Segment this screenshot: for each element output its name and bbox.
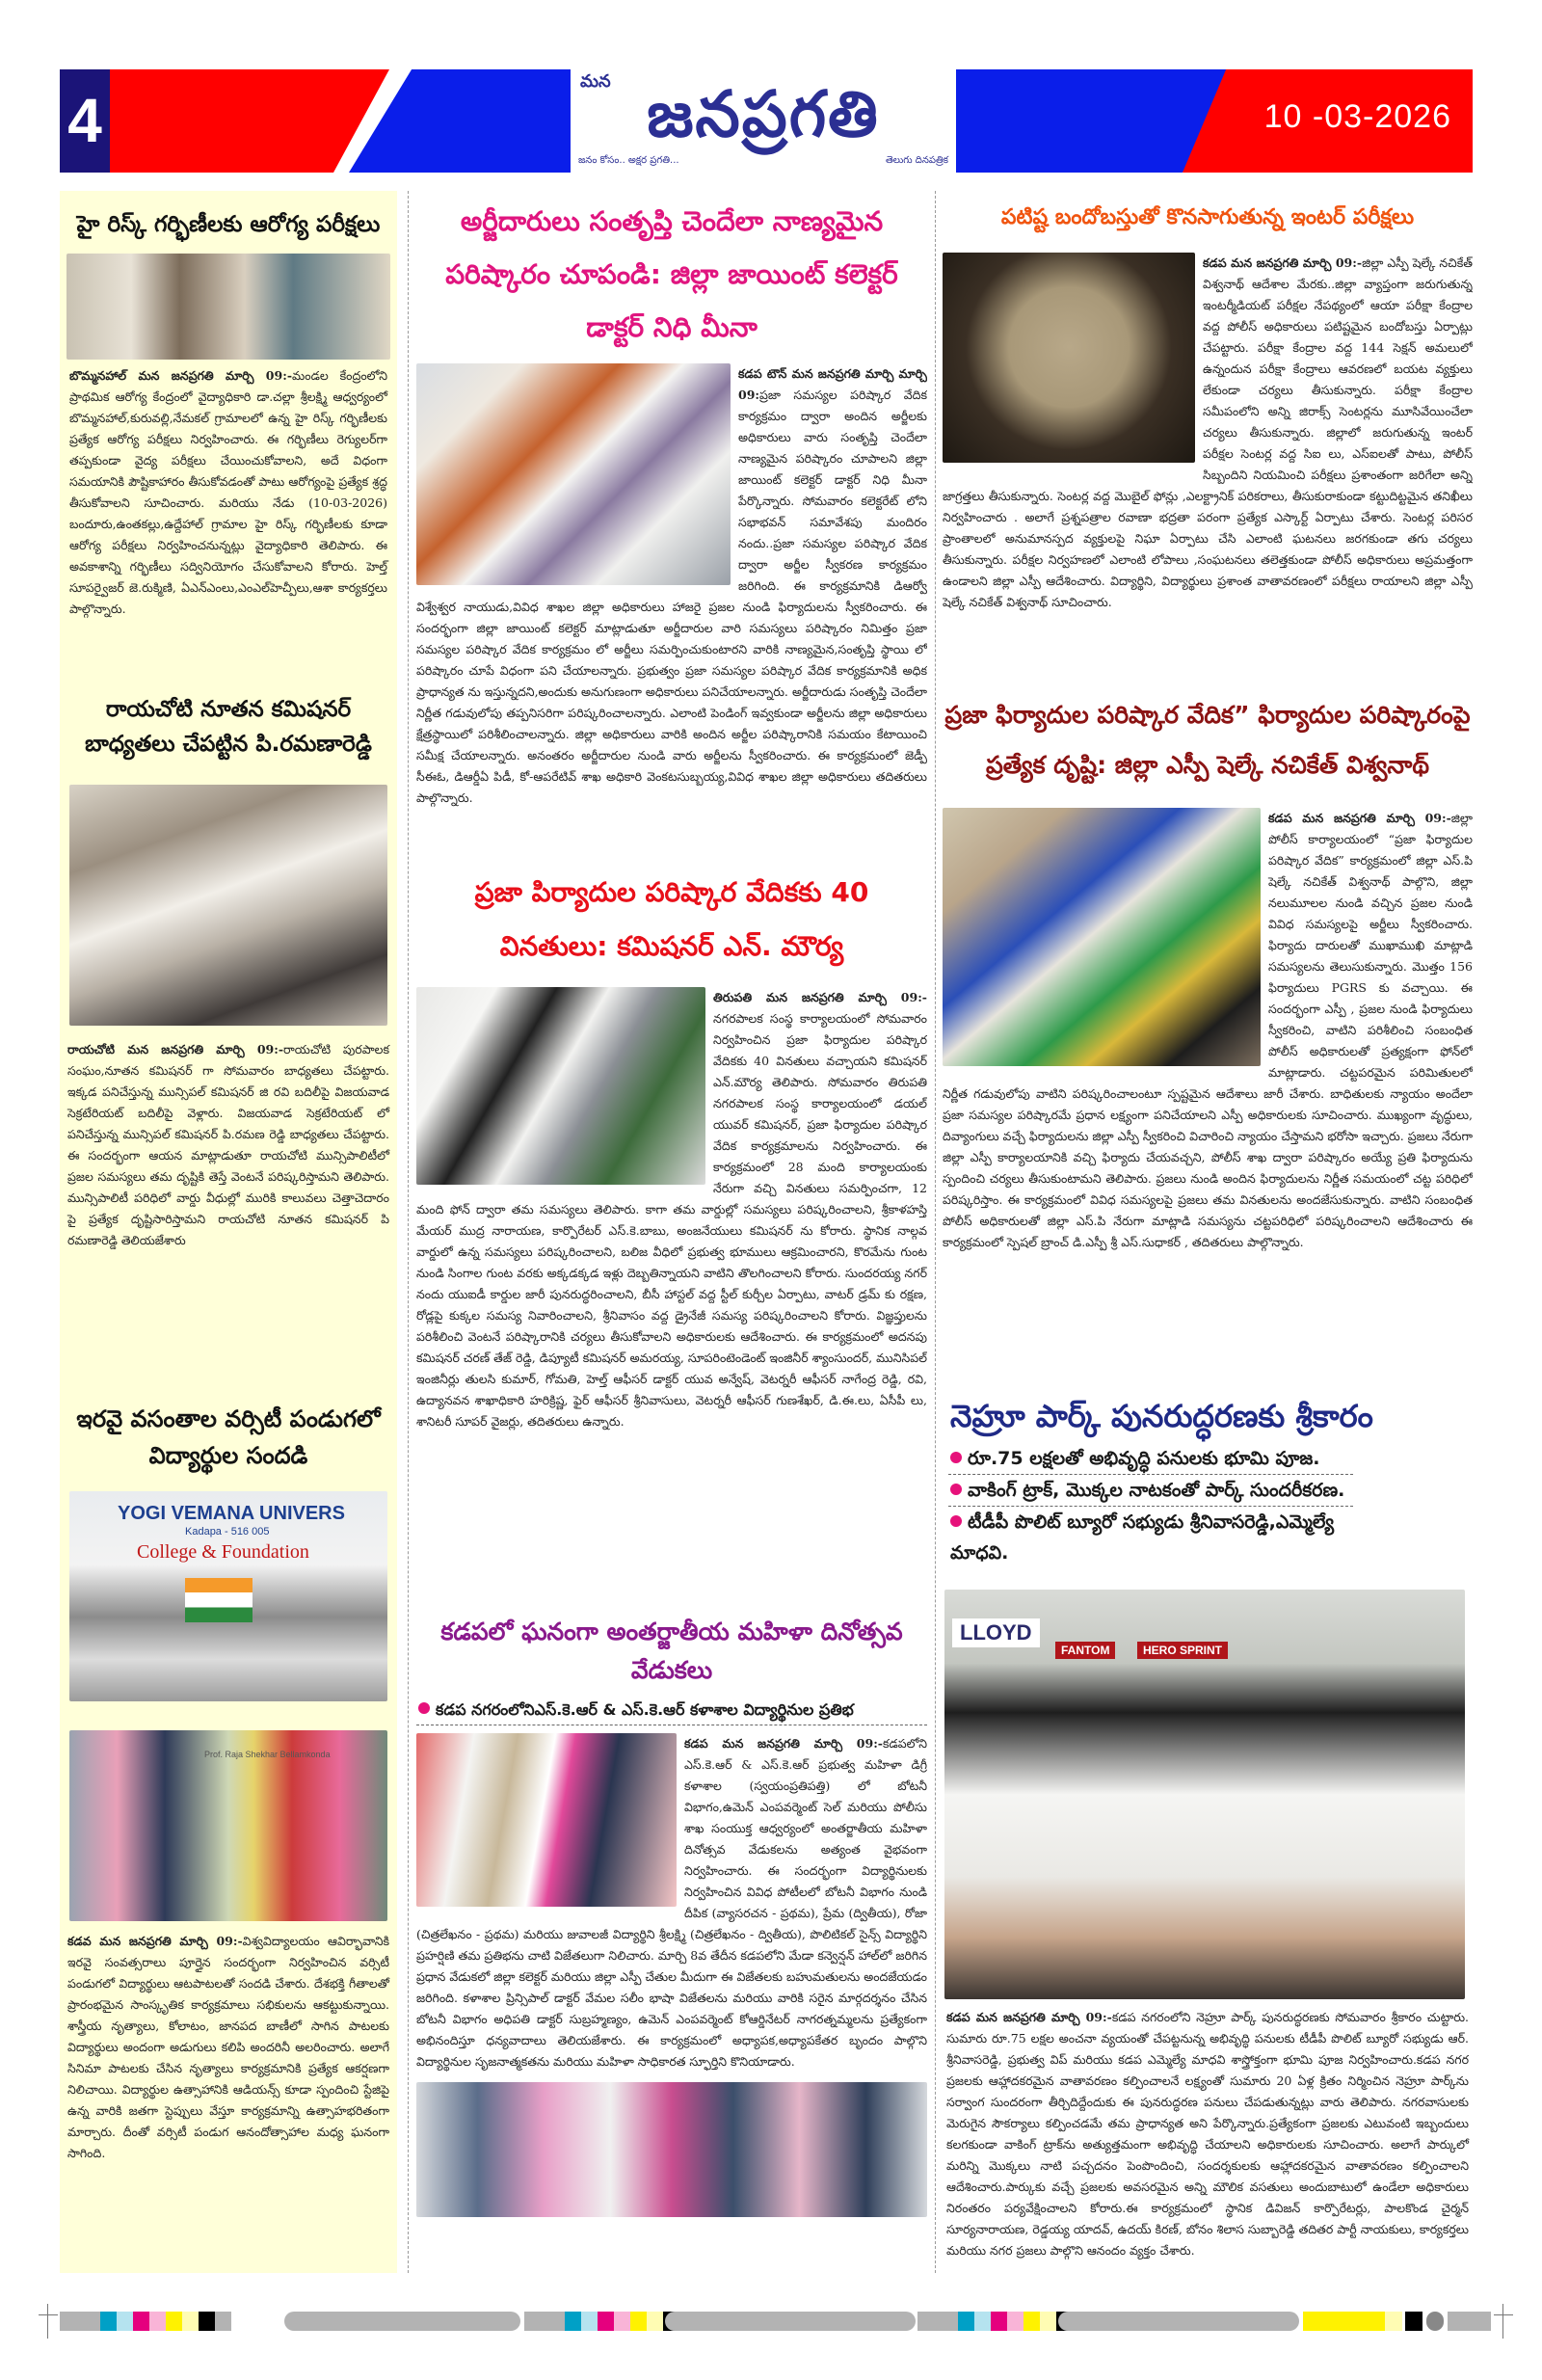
health-checkup-photo (66, 254, 390, 360)
article-body: కడప టౌన్ మన జనప్రగతి మార్చి మార్చి 09:ప్రజా సమస్యల పరిష్కార వేదిక కార్యక్రమం ద్వారా అందిన అర్జీలకు అధికారులు వారు సంతృప్తి చెందేలా నాణ్యమైన పరిష్కారం చూపాలని జిల్లా జాయింట్ కలెక్టర్ డాక్టర్ నిధి మీనా పేర్కొన్నారు. సోమవారం కలెక్టరేట్ లోని సభాభవన్ సమావేశపు మందిరం నందు..ప్రజా సమస్యల పరిష్కార వేదిక ద్వారా అర్జీల స్వీకరణ కార్యక్రమం జరిగింది. ఈ కార్యక్రమానికి డిఆర్వో విశ్వేశ్వర నాయుడు,వివిధ శాఖల జిల్లా అధికారులు హాజరై ప్రజల నుండి ఫిర్యాదులను స్వీకరించారు. ఈ సందర్భంగా జిల్లా జాయింట్ కలెక్టర్ మాట్లాడుతూ అర్జీదారుల వారి సమస్యలు పరిష్కారం నిమిత్తం ప్రజా సమస్యల పరిష్కార వేదిక కార్యక్రమం లో అర్జీలు సమర్పించుకుంటారని వారికి నాణ్యమైన,సంతృప్తి స్థాయి లో పరిష్కారం చూపే విధంగా పని చేయాలన్నారు. ప్రభుత్వం ప్రజా సమస్యల పరిష్కార వేదిక కార్యక్రమానికి అధిక ప్రాధాన్యత ను ఇస్తున్నదని,అందుకు అనుగుణంగా అధికారులు పనిచేయాలన్నారు. అర్జీదారుడు సంతృప్తి చెందేలా నిర్ణీత గడువులోపు తప్పనిసరిగా పరిష్కరించాలన్నారు. ఎలాంటి పెండింగ్ ఇవ్వకుండా అర్జీలను జిల్లా అధికారులు క్షేత్రస్థాయిలో పరిశీలించాలన్నారు. జిల్లా అధికారులు వారికి అందిన అర్జీల పరిష్కారానికి సమయం కేటాయించి సమీక్ష చేయాలన్నారు. అనంతరం అర్జీదారుల నుండి వారు అర్జీలను స్వీకరించారు. ఈ కార్యక్రమంలో జెడ్పీ సీఈఓ, డిఆర్డీఏ పిడీ, కో-ఆపరేటివ్ శాఖ అధికారి వెంకటసుబ్బయ్య,వివిధ శాఖల జిల్లా అధికారులు తదితరులు పాల్గొన్నారు. (416, 363, 927, 809)
color-swatch (991, 2312, 1007, 2331)
dateline: తిరుపతి మన జనప్రగతి మార్చి 09:- (713, 990, 927, 1004)
article-body: కడప మన జనప్రగతి మార్చి 09:-జిల్లా పోలీస్ కార్యాలయంలో “ప్రజా ఫిర్యాదుల పరిష్కార వేదిక” కార్యక్రమంలో జిల్లా ఎస్.పి షెల్కే నచికేత్ విశ్వనాథ్ పాల్గొని, జిల్లా నలుమూలల నుండి వచ్చిన ప్రజల నుండి వివిధ సమస్యలపై అర్జీలు స్వీకరించారు. ఫిర్యాదు దారులతో ముఖాముఖి మాట్లాడి సమస్యలను తెలుసుకున్నారు. మొత్తం 156 ఫిర్యాదులు PGRS కు వచ్చాయి. ఈ సందర్భంగా ఎస్పీ , ప్రజల నుండి ఫిర్యాదులు స్వీకరించి, వాటిని పరిశీలించి సంబంధిత పోలీస్ అధికారులతో ప్రత్యక్షంగా ఫోన్‌లో మాట్లాడారు. చట్టపరమైన పరిమితులలో నిర్ణీత గడువులోపు వాటిని పరిష్కరించాలంటూ స్పష్టమైన ఆదేశాలు జారీ చేశారు. బాధితులకు న్యాయం అందేలా ప్రజా సమస్యల పరిష్కారమే ప్రధాన లక్ష్యంగా పనిచేయాలని ఎస్పీ అధికారులకు సూచించారు. ముఖ్యంగా వృద్ధులు, దివ్యాంగులు వచ్చే ఫిర్యాదులను జిల్లా ఎస్పీ స్వీకరించి విచారించి న్యాయం చేస్తామని భరోసా ఇచ్చారు. ప్రజలు నేరుగా జిల్లా ఎస్పీ కార్యాలయానికి వచ్చి ఫిర్యాదు చేయవచ్చని, పోలీస్ శాఖ ద్వారా పరిష్కారం అయ్యే ప్రతి ఫిర్యాదును స్పందించి చర్యలు తీసుకుంటామని తెలిపారు. ప్రజలు నుండి అందిన ఫిర్యాదులను నిర్ణీత సమయంలో చట్ట పరిధిలో పరిష్కరిస్తాం. ఈ కార్యక్రమంలో వివిధ సమస్యలపై ప్రజలు తమ వినతులను అందజేసుకున్నారు. వాటిని సంబంధిత పోలీస్ అధికారులతో జిల్లా ఎస్.పి నేరుగా మాట్లాడి సమస్యను చట్టపరిధిలో పరిష్కరించాలని ఆదేశించారు ఈ కార్యక్రమంలో స్పెషల్ బ్రాంచ్ డి.ఎస్పీ శ్రీ ఎస్.సుధాకర్ , తదితరులు పాల్గొన్నారు. (943, 808, 1473, 1253)
dateline: కడప టౌన్ మన జనప్రగతి మార్చి మార్చి 09: (738, 366, 927, 402)
gray-swatch (1448, 2312, 1491, 2331)
womens-day-prize-photo (416, 1733, 677, 1907)
gray-density-strip (665, 2312, 916, 2331)
light-yellow-swatch (1385, 2312, 1402, 2331)
color-swatch (614, 2312, 630, 2331)
article-body: కడవ మన జనప్రగతి మార్చి 09:-విశ్వవిద్యాలయం ఆవిర్భావానికి ఇరవై సంవత్సరాలు పూర్తైన సందర్భంగా నిర్వహించిన వర్సిటీ పండుగలో విద్యార్థులు ఆటపాటలతో సందడి చేశారు. దేశభక్తి గీతాలతో ప్రారంభమైన సాంస్కృతిక కార్యక్రమాలు సభికులను ఆకట్టుకున్నాయి. శాస్త్రీయ నృత్యాలు, కోలాటం, జానపద బాణీలో సాగిన పాటలకు విద్యార్థులు అందంగా అడుగులు కలిపి అందరినీ అలరించారు. అలాగే సినిమా పాటలకు చేసిన నృత్యాలు కార్యక్రమానికి ప్రత్యేక ఆకర్షణగా నిలిచాయి. విద్యార్థుల ఉత్సాహానికి ఆడియన్స్ కూడా స్పందించి స్టేజిపై ఉన్న వారికి జతగా స్టెప్పులు వేస్తూ కార్యక్రమాన్ని ఉత్సాహభరితంగా మార్చారు. దీంతో వర్సిటీ పండుగ ఆనందోత్సాహాల మధ్య ఘనంగా సాగింది. (67, 1934, 389, 2160)
logo-prefix: మన (580, 71, 611, 92)
print-registration-bar (39, 2312, 1513, 2331)
newspaper-logo (571, 69, 956, 173)
column-divider (935, 191, 936, 2273)
headline: పటిష్ట బందోబస్తుతో కొనసాగుతున్న ఇంటర్ పరీక్షలు (1000, 205, 1415, 229)
article-high-risk-pregnancy (60, 191, 397, 620)
color-swatch (166, 2312, 182, 2331)
article-body: కడప మన జనప్రగతి మార్చి 09:-జిల్లా ఎస్పీ షెల్కే నచికేత్ విశ్వనాథ్ ఆదేశాల మేరకు..జిల్లా వ్యాప్తంగా జరుగుతున్న ఇంటర్మీడియట్ పరీక్షల నేపథ్యంలో ఆయా పరీక్షా కేంద్రాల వద్ద పోలీస్ అధికారులు పటిష్టమైన బందోబస్తు ఏర్పాట్లు చేపట్టారు. పరీక్షా కేంద్రాల వద్ద 144 సెక్షన్ అమలులో ఉన్నందున పరీక్షా కేంద్రాలు ఆవరణలో బయట వ్యక్తులు లేకుండా చర్యలు తీసుకున్నారు. పరీక్షా కేంద్రాల సమీపంలోని అన్ని జిరాక్స్ సెంటర్లను మూసివేయించేలా చర్యలు తీసుకున్నారు. జిల్లాలో జరుగుతున్న ఇంటర్ పరీక్షల సెంటర్ల వద్ద సిఐ లు, ఎస్ఐలతో పాటు, పోలీస్ సిబ్బందిని నియమించి పరీక్షలు ప్రశాంతంగా జరిగేలా అన్ని జాగ్రత్తలు తీసుకున్నారు. సెంటర్ల వద్ద మొబైల్ ఫోన్లు ,ఎలక్ట్రానిక్ పరికరాలు, తీసుకురాకుండా కట్టుదిట్టమైన తనిఖీలు నిర్వహించారు . అలాగే ప్రశ్నపత్రాల రవాణా భద్రతా పరంగా ప్రత్యేక ఎస్కార్ట్ ఏర్పాటు చేశారు. సెంటర్ల పరిసర ప్రాంతాలలో అనుమానస్పద వ్యక్తులపై నిఘా ఏర్పాటు చేసి ఎలాంటి ఘటనలు జరగకుండా తగు చర్యలు తీసుకున్నారు. పరీక్షల నిర్వహణలో ఎలాంటి లోపాలు ,సంఘటనలు తలెత్తకుండా పోలీస్ అధికారులు అప్రమత్తంగా ఉండాలని జిల్లా ఎస్పీ ఆదేశించారు. విద్యార్థిని, విద్యార్థులు ప్రశాంత వాతావరణంలో పరీక్షలు రాయాలని జిల్లా ఎస్పీ షెల్కే నచికేత్ విశ్వనాథ్ సూచించారు. (943, 253, 1473, 613)
color-swatch (647, 2312, 663, 2331)
dateline: కడప మన జనప్రగతి మార్చి 09:- (1203, 255, 1363, 270)
color-swatch (524, 2312, 565, 2331)
color-swatch (581, 2312, 598, 2331)
article-body: తిరుపతి మన జనప్రగతి మార్చి 09:-నగరపాలక సంస్థ కార్యాలయంలో సోమవారం నిర్వహించిన ప్రజా ఫిర్యాదుల పరిష్కార వేదికకు 40 వినతులు వచ్చాయని కమిషనర్ ఎన్.మౌర్య తెలిపారు. సోమవారం తిరుపతి నగరపాలక సంస్థ కార్యాలయంలో డయల్ యువర్ కమిషనర్, ప్రజా ఫిర్యాదుల పరిష్కార వేదిక కార్యక్రమాలను నిర్వహించారు. ఈ కార్యక్రమంలో 28 మంది కార్యాలయంకు నేరుగా వచ్చి వినతులు సమర్పించగా, 12 మంది ఫోన్ ద్వారా తమ సమస్యలు తెలిపారు. కాగా తమ వార్డుల్లో సమస్యలు పరిష్కరించాలని, శ్రీకాళహస్తి మేయర్ ముద్ర నారాయణ, కార్పొరేటర్ ఎస్.కె.బాబు, అంజనేయులు కమిషనర్ ను కోరారు. స్థానిక నాల్గవ వార్డులో ఉన్న సమస్యలు పరిష్కరించాలని, బలిజ వీధిలో ప్రభుత్వ భూములు ఆక్రమించారని, కొరమేను గుంట నుండి సింగాల గుంట వరకు అక్కడక్కడ ఇళ్లు దెబ్బతిన్నాయని వాటిని తొలగించాలని కోరారు. సుందరయ్య నగర్ నందు యుఐడీ కార్డుల జారీ పునరుద్ధరించాలని, బీసీ హాస్టల్ వద్ద స్టీల్ కుర్చీల ఏర్పాటు, వాటర్ డ్రమ్ కు రక్షణ, రోడ్లపై కుక్కల సమస్య నివారించాలని, శ్రీనివాసం వద్ద డ్రైనేజీ సమస్య పరిష్కరించాలని కోరారు. విజ్ఞప్తులను పరిశీలించి వెంటనే పరిష్కారానికి చర్యలు తీసుకోవాలని అధికారులకు ఆదేశించారు. ఈ కార్యక్రమంలో అదనపు కమిషనర్ చరణ్ తేజ్ రెడ్డి, డిప్యూటీ కమిషనర్ అమరయ్య, సూపరింటెండెంట్ ఇంజినీర్ శ్యాంసుందర్, మునిసిపల్ ఇంజినీర్లు తులసి కుమార్, గోమతి, హెల్త్ ఆఫీసర్ డాక్టర్ యువ అన్వేష్, వెటర్నరీ ఆఫీసర్ నాగేంద్ర రెడ్డి, రవి, ఉద్యానవన శాఖాధికారి హరిక్రిష్ణ, ఫైర్ ఆఫీసర్ శ్రీనివాసులు, వెటర్నరీ ఆఫీసర్ గుణశేఖర్, డి.ఈ.లు, ఏసీపీ లు, శానిటరీ సూపర్ వైజర్లు, తదితరులు ఉన్నారు. (416, 987, 927, 1432)
headline: ఇరవై వసంతాల వర్సిటీ పండుగలో విద్యార్థుల సందడి (76, 1405, 381, 1469)
dateline: బొమ్మనహాల్ మన జనప్రగతి మార్చి 09:- (69, 368, 293, 384)
highlight-item: రూ.75 లక్షలతో అభివృద్ధి పనులకు భూమి పూజ. (948, 1443, 1353, 1475)
article-inter-exams-security (943, 191, 1473, 613)
photo-sign-text: College & Foundation (137, 1541, 309, 1563)
article-tirupati-grievance (416, 866, 927, 1432)
masthead (60, 69, 1473, 173)
color-swatch (182, 2312, 199, 2331)
headline: రాయచోటి నూతన కమిషనర్ బాధ్యతలు చేపట్టిన పి.రమణారెడ్డి (85, 697, 372, 757)
color-swatch (100, 2312, 117, 2331)
logo-tagline: జనం కోసం.. అక్షర ప్రగతి... (578, 155, 679, 166)
black-swatch (1405, 2312, 1422, 2331)
logo-subtitle: తెలుగు దినపత్రిక (885, 155, 948, 166)
article-body: రాయచోటి మన జనప్రగతి మార్చి 09:-రాయచోటి పురపాలక సంఘం,నూతన కమిషనర్ గా సోమవారం బాధ్యతలు చేపట్టారు. ఇక్కడ పనిచేస్తున్న మున్సిపల్ కమిషనర్ జి రవి బదిలీపై విజయవాడ సెక్రటేరియట్ బదిలీపై వెళ్లారు. విజయవాడ సెక్రటేరియట్ లో పనిచేస్తున్న మున్సిపల్ కమిషనర్ పి.రమణ రెడ్డి బాధ్యతలు చేపట్టారు. ఈ సందర్భంగా ఆయన మాట్లాడుతూ రాయచోటి మున్సిపాలిటీలో ప్రజల సమస్యలు తమ దృష్టికి తెస్తే వెంటనే పరిష్కరిస్తామని తెలిపారు. మున్సిపాలిటీ పరిధిలో వార్డు వీధుల్లో మురికి కాలువలు చెత్తాచెదారం పై ప్రత్యేక దృష్టిసారిస్తామని రాయచోటి నూతన కమిషనర్ పి రమణారెడ్డి తెలియజేశారు (67, 1042, 389, 1247)
yellow-swatch (1303, 2312, 1385, 2331)
dateline: కడప మన జనప్రగతి మార్చి 09:- (946, 2010, 1112, 2024)
color-swatch-group (60, 2312, 231, 2331)
headline: కడపలో ఘనంగా అంతర్జాతీయ మహిళా దినోత్సవ వేడుకలు (440, 1618, 903, 1684)
yogi-vemana-university-photo (69, 1491, 387, 1701)
highlight-item: వాకింగ్ ట్రాక్, మొక్కల నాటకంతో పార్క్ సుందరీకరణ. (948, 1475, 1353, 1507)
photo-sign-text: YOGI VEMANA UNIVERS (118, 1503, 345, 1524)
dateline: కడప మన జనప్రగతి మార్చి 09:- (1268, 811, 1451, 825)
color-swatch (60, 2312, 100, 2331)
right-column (943, 191, 1473, 2273)
bullet-icon (950, 1452, 962, 1463)
color-swatch (974, 2312, 991, 2331)
color-swatch (917, 2312, 958, 2331)
article-womens-day (416, 1613, 927, 2217)
masthead-red-band-left (110, 69, 389, 173)
article-rayachoti-commissioner (66, 692, 391, 1251)
left-column (60, 191, 397, 2273)
article-sp-grievance (943, 690, 1473, 1253)
edition-date: 10 -03-2026 (1263, 98, 1451, 135)
color-swatch (958, 2312, 974, 2331)
sp-grievance-wheelchair-photo (943, 808, 1261, 1066)
color-swatch (117, 2312, 133, 2331)
middle-column (416, 191, 927, 2273)
dateline: రాయచోటి మన జనప్రగతి మార్చి 09:- (67, 1042, 284, 1056)
color-swatch (565, 2312, 581, 2331)
nehru-park-groundbreaking-photo (944, 1590, 1465, 1999)
headline: హై రిస్క్ గర్భిణీలకు ఆరోగ్య పరీక్షలు (76, 212, 381, 237)
shop-sign-text: FANTOM (1055, 1642, 1115, 1659)
joint-collector-grievance-photo (416, 363, 731, 585)
photo-sign-text: Kadapa - 516 005 (185, 1526, 270, 1538)
article-nehru-park (943, 1391, 1473, 2261)
crop-mark-icon (1494, 2304, 1513, 2339)
bullet-icon (418, 1702, 430, 1714)
bullet-icon (950, 1515, 962, 1527)
article-body: కడప మన జనప్రగతి మార్చి 09:-కడప నగరంలోని నెహ్రూ పార్క్ పునరుద్ధరణకు సోమవారం శ్రీకారం చుట్టారు. సుమారు రూ.75 లక్షల అంచనా వ్యయంతో చేపట్టనున్న అభివృద్ధి పనులకు టీడీపీ పొలిట్ బ్యూరో సభ్యుడు ఆర్. శ్రీనివాసరెడ్డి, ప్రభుత్వ విప్ మరియు కడప ఎమ్మెల్యే మాధవి శాస్త్రోక్తంగా భూమి పూజ నిర్వహించారు.కడప నగర ప్రజలకు ఆహ్లాదకరమైన వాతావరణం కల్పించాలనే లక్ష్యంతో సుమారు 20 ఏళ్ల క్రితం నిర్మించిన నెహ్రూ పార్క్‌ను సర్వాంగ సుందరంగా తీర్చిదిద్దేందుకు ఈ పునరుద్ధరణ పనులు చేపడుతున్నట్లు వారు తెలిపారు. నగరవాసులకు మెరుగైన సౌకర్యాలు కల్పించడమే తమ ప్రాధాన్యత అని పేర్కొన్నారు.ప్రత్యేకంగా ప్రజలకు ఎటువంటి ఇబ్బందులు కలగకుండా వాకింగ్ ట్రాక్‌ను అత్యుత్తమంగా అభివృద్ధి చేయాలని అధికారులకు సూచించారు. అలాగే పార్కులో మరిన్ని మొక్కలు నాటి పచ్చదనం పెంపొందించి, సందర్శకులకు ఆహ్లాదకరమైన వాతావరణం కల్పించాలని ఆదేశించారు.పార్కుకు వచ్చే ప్రజలకు అవసరమైన అన్ని మౌలిక వసతులు అందుబాటులో ఉండేలా అధికారులు నిరంతరం పర్యవేక్షించాలని కోరారు.ఈ కార్యక్రమంలో స్థానిక డివిజన్ కార్పొరేటర్లు, పాలకొండ చైర్మన్ సూర్యనారాయణ, రెడ్డయ్య యాదవ్, ఉదయ్ కిరణ్, బోనం శిలాస సుబ్బారెడ్డి తదితర పార్టీ నాయకులు, కార్యకర్తలు మరియు నగర ప్రజలు పాల్గొని ఆనందం వ్యక్తం చేశారు. (946, 2010, 1470, 2258)
article-body: కడప మన జనప్రగతి మార్చి 09:-కడపలోని ఎస్.కె.ఆర్ & ఎస్.కె.ఆర్ ప్రభుత్వ మహిళా డిగ్రీ కళాశాల (స్వయంప్రతిపత్తి) లో బోటనీ విభాగం,ఉమెన్ ఎంపవర్మెంట్ సెల్ మరియు పోలీసు శాఖ సంయుక్త ఆధ్వర్యంలో అంతర్జాతీయ మహిళా దినోత్సవ వేడుకలను అత్యంత వైభవంగా నిర్వహించారు. ఈ సందర్భంగా విద్యార్థినులకు నిర్వహించిన వివిధ పోటీలలో బోటనీ విభాగం నుండి దీపిక (వ్యాసరచన - ప్రథమ), ప్రేమ (ద్వితీయ), రోజా (చిత్రలేఖనం - ప్రథమ) మరియు జువాలజీ విద్యార్థిని శ్రీలక్ష్మి (చిత్రలేఖనం - ద్వితీయ), పొలిటికల్ సైన్స్ విద్యార్థిని ప్రహర్షిణి తమ ప్రతిభను చాటి విజేతలుగా నిలిచారు. మార్చి 8వ తేదీన కడపలోని మేడా కన్వెన్షన్ హాల్‌లో జరిగిన ప్రధాన వేడుకలో జిల్లా కలెక్టర్ మరియు జిల్లా ఎస్పీ చేతుల మీదుగా ఈ విజేతలకు బహుమతులను అందజేయడం జరిగింది. కళాశాల ప్రిన్సిపాల్ డాక్టర్ వేమల సలీం భాషా విజేతలను మరియు వారికి సరైన మార్గదర్శనం చేసిన బోటనీ విభాగం అధిపతి డాక్టర్ సుబ్రహ్మణ్యం, ఉమెన్ ఎంపవర్మెంట్ కోఆర్డినేటర్ నాగరత్నమ్మలను ప్రత్యేకంగా అభినందిస్తూ ధన్యవాదాలు తెలియజేశారు. ఈ కార్యక్రమంలో అధ్యాపక,అధ్యాపకేతర బృందం పాల్గొని విద్యార్థినుల సృజనాత్మకతను మరియు మహిళా సాధికారత స్ఫూర్తిని కొనియాడారు. (416, 1733, 927, 2072)
flag-icon (185, 1578, 253, 1622)
headline: ప్రజా పిర్యాదుల పరిష్కార వేదికకు 40 వినతులు: కమిషనర్ ఎన్. మౌర్య (474, 876, 869, 962)
column-divider (408, 191, 409, 2273)
headline: నెహ్రూ పార్క్ పునరుద్ధరణకు శ్రీకారం (950, 1398, 1373, 1434)
gray-density-strip (284, 2312, 520, 2331)
photo-banner-text: Prof. Raja Shekhar Bellamkonda (204, 1750, 331, 1759)
bullet-icon (950, 1484, 962, 1495)
headline: ప్రజా ఫిర్యాదుల పరిష్కార వేదిక” ఫిర్యాదుల పరిష్కారంపై ప్రత్యేక దృష్టి: జిల్లా ఎస్పీ షెల్కే నచికేత్ విశ్వనాథ్ (944, 701, 1471, 779)
commissioner-signing-photo (69, 785, 387, 1026)
color-swatch (598, 2312, 614, 2331)
womens-day-winners-group-photo (416, 2082, 927, 2217)
subhead: కడప నగరంలోనిఎస్.కె.ఆర్ & ఎస్.కె.ఆర్ కళాశాల విద్యార్థినుల ప్రతిభ (416, 1696, 927, 1725)
color-swatch (215, 2312, 231, 2331)
dateline: కడప మన జనప్రగతి మార్చి 09:- (684, 1736, 883, 1751)
shop-sign-text: HERO SPRINT (1137, 1642, 1228, 1659)
dateline: కడవ మన జనప్రగతి మార్చి 09:- (67, 1934, 243, 1948)
color-swatch (149, 2312, 166, 2331)
shop-sign-text: LLOYD (952, 1618, 1040, 1647)
tirupati-commissioner-grievance-photo (416, 987, 705, 1185)
highlight-item: టీడీపీ పొలిట్ బ్యూరో సభ్యుడు శ్రీనివాసరెడ్డి,ఎమ్మెల్యే మాధవి. (950, 1511, 1335, 1564)
article-university-festival (66, 1401, 391, 2164)
color-swatch (1024, 2312, 1040, 2331)
sp-press-meet-photo (943, 253, 1195, 463)
page-number: 4 (60, 69, 110, 173)
article-joint-collector (416, 191, 927, 809)
color-swatch (133, 2312, 149, 2331)
color-swatch (630, 2312, 647, 2331)
highlights-list (948, 1443, 1353, 1568)
color-swatch (1007, 2312, 1024, 2331)
color-swatch (199, 2312, 215, 2331)
logo-title: జనప్రగతి (647, 77, 880, 151)
headline: అర్జీదారులు సంతృప్తి చెందేలా నాణ్యమైన పరిష్కారం చూపండి: జిల్లా జాయింట్ కలెక్టర్ డాక్టర్ నిధి మీనా (445, 205, 898, 343)
university-felicitation-photo (69, 1730, 387, 1921)
gray-density-strip (1058, 2312, 1299, 2331)
color-swatch (1040, 2312, 1056, 2331)
crop-mark-icon (39, 2304, 58, 2339)
article-body: బొమ్మనహాల్ మన జనప్రగతి మార్చి 09:-మండల కేంద్రంలోని ప్రాథమిక ఆరోగ్య కేంద్రంలో వైద్యాధికారి డా.చల్లా శ్రీలక్ష్మి ఆధ్వర్యంలో బొమ్మనహాల్,కురువల్లి,నేమకల్ గ్రామాలలో ఉన్న హై రిస్క్ గర్భిణీలకు ప్రత్యేక ఆరోగ్య పరీక్షలు నిర్వహించారు. ఈ గర్భిణీలు రెగ్యులర్‌గా తప్పకుండా వైద్య పరీక్షలు చేయించుకోవాలని, అదే విధంగా సమయానికి పౌష్టికాహారం తీసుకోవడంతో పాటు ఆరోగ్యంపై ప్రత్యేక శ్రద్ధ తీసుకోవాలని సూచించారు. మరియు నేడు (10-03-2026) బందూరు,ఉంతకల్లు,ఉద్దేహాల్ గ్రామాల హై రిస్క్ గర్భిణీలకు కూడా ఆరోగ్య పరీక్షలు నిర్వహించనున్నట్లు వైద్యాధికారి తెలిపారు. ఈ అవకాశాన్ని గర్భిణీలు సద్వినియోగం చేసుకోవాలని కోరారు. హెల్త్ సూపర్వైజర్ జె.రుక్మిణి, ఏఎన్ఎంలు,ఎంఎల్‌హెచ్పీలు,ఆశా కార్యకర్తలు పాల్గొన్నారు. (69, 368, 388, 617)
gray-dot-swatch (1426, 2312, 1444, 2331)
